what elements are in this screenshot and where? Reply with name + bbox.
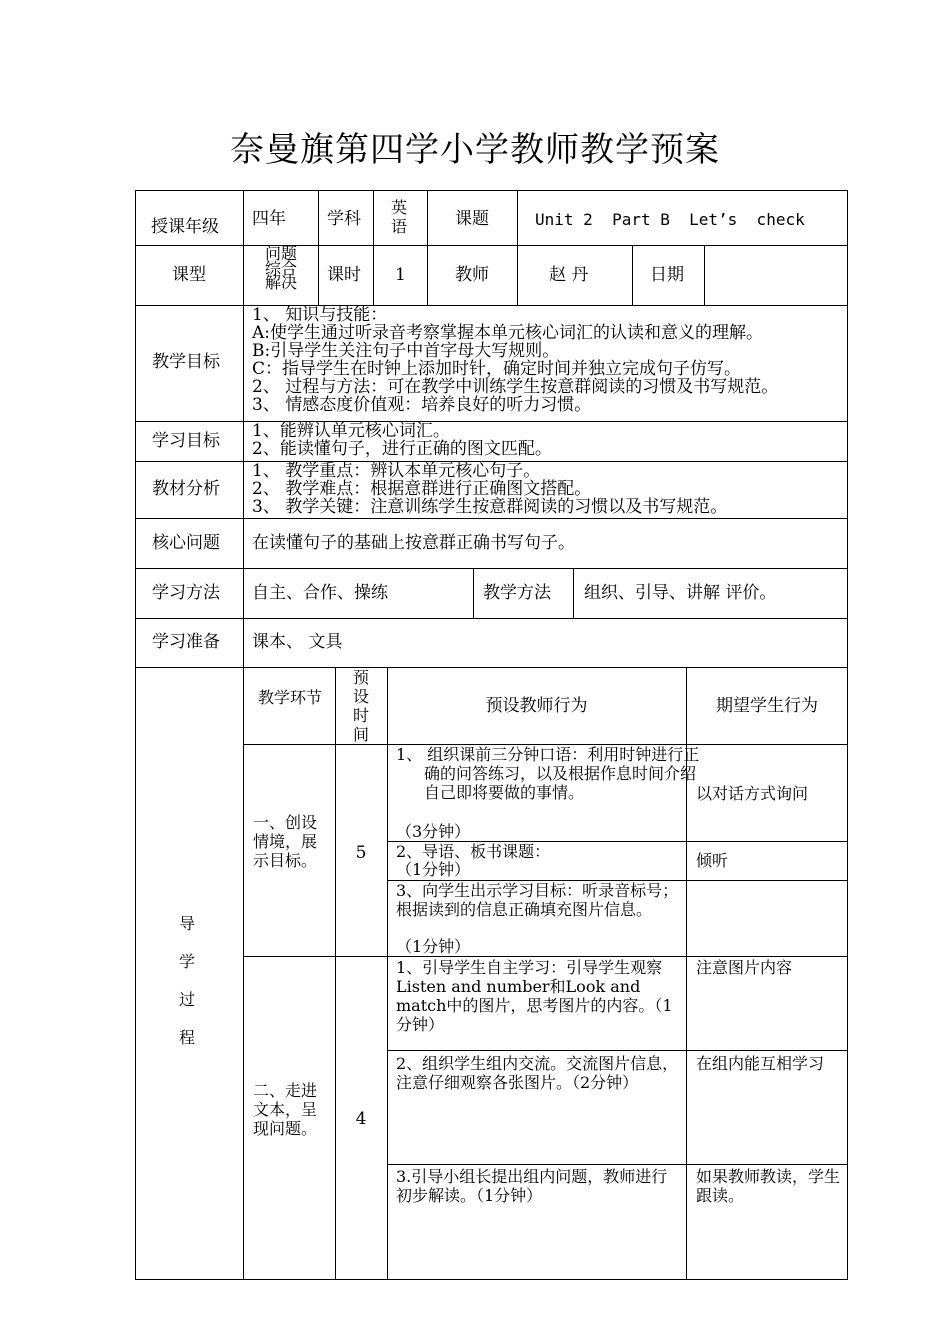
- col-divider: [704, 245, 705, 305]
- col-divider: [243, 190, 244, 1280]
- row-divider: [135, 245, 848, 246]
- core-label: 核心问题: [152, 533, 220, 553]
- teach-methods-text: 组织、引导、讲解 评价。: [584, 583, 777, 603]
- col-divider: [387, 667, 388, 1280]
- goals-label: 教学目标: [152, 352, 220, 372]
- topic-value: Unit 2 Part B Let’s check: [535, 210, 805, 229]
- goals-line: C：指导学生在时钟上添加时针，确定时间并独立完成句子仿写。: [252, 359, 742, 379]
- date-label: 日期: [650, 265, 684, 285]
- prep-label: 学习准备: [152, 632, 220, 652]
- type-label: 课型: [172, 265, 206, 285]
- topic-label: 课题: [455, 209, 489, 229]
- row-divider: [387, 1164, 848, 1165]
- core-text: 在读懂句子的基础上按意群正确书写句子。: [252, 533, 575, 553]
- teacher-header: 预设教师行为: [485, 696, 588, 716]
- grade-label: 授课年级: [151, 217, 219, 237]
- teacher-step: 2、导语、板书课题：: [396, 842, 551, 861]
- col-divider: [517, 190, 518, 305]
- goals-line: A:使学生通过听录音考察掌握本单元核心词汇的认读和意义的理解。: [252, 323, 764, 343]
- stage-header: 教学环节: [257, 688, 322, 707]
- stage-name: 二、走进文本，呈现问题。: [253, 1081, 318, 1138]
- col-divider: [318, 190, 319, 305]
- row-divider: [135, 518, 848, 519]
- analysis-line: 3、 教学关键：注意训练学生按意群阅读的习惯以及书写规范。: [252, 497, 728, 517]
- col-divider: [473, 568, 474, 618]
- student-step: 在组内能互相学习: [696, 1054, 825, 1073]
- prep-text: 课本、 文具: [252, 632, 343, 652]
- hours-value: 1: [395, 265, 406, 285]
- row-divider: [135, 568, 848, 569]
- teacher-step: 3.引导小组长提出组内问题，教师进行初步解读。（1分钟）: [396, 1167, 668, 1205]
- hours-label: 课时: [327, 265, 361, 285]
- stage-time: 5: [355, 843, 367, 863]
- student-step: 以对话方式询问: [696, 784, 809, 803]
- row-divider: [135, 618, 848, 619]
- study-goals-line: 2、能读懂句子，进行正确的图文匹配。: [252, 439, 552, 459]
- teacher-step: 2、组织学生组内交流。交流图片信息，注意仔细观察各张图片。（2分钟）: [396, 1054, 679, 1092]
- subject-label: 学科: [327, 209, 361, 229]
- goals-line: 2、 过程与方法：可在教学中训练学生按意群阅读的习惯及书写规范。: [252, 377, 779, 397]
- teach-methods-label: 教学方法: [483, 583, 551, 603]
- analysis-list: [252, 462, 727, 516]
- col-divider: [427, 190, 428, 305]
- grade-value: 四年: [252, 209, 286, 229]
- student-step: 如果教师教读，学生跟读。: [696, 1167, 841, 1205]
- stage-name: 一、创设情境，展示目标。: [253, 813, 318, 870]
- analysis-line: 2、 教学难点：根据意群进行正确图文搭配。: [252, 479, 592, 499]
- goals-list: [252, 306, 778, 414]
- time-header: 预设时间: [352, 668, 369, 744]
- goals-line: 3、 情感态度价值观：培养良好的听力习惯。: [252, 395, 592, 415]
- student-step: 注意图片内容: [696, 958, 793, 977]
- goals-line: 1、 知识与技能：: [252, 305, 388, 325]
- teacher-label: 教师: [455, 265, 489, 285]
- teacher-step: 3、向学生出示学习目标：听录音标号；根据读到的信息正确填充图片信息。: [396, 881, 679, 919]
- teacher-step: 1、引导学生自主学习：引导学生观察Listen and number和Look and match中的图片，思考图片的内容。（1分钟）: [396, 958, 673, 1034]
- teacher-step-time: （3分钟）: [396, 822, 471, 841]
- study-goals-label: 学习目标: [152, 431, 220, 451]
- teacher-step: 1、 组织课前三分钟口语：利用时钟进行正确的问答练习，以及根据作息时间介绍自己即将要做的事情。: [396, 745, 700, 802]
- analysis-label: 教材分析: [152, 479, 220, 499]
- analysis-line: 1、 教学重点：辨认本单元核心句子。: [252, 461, 541, 481]
- col-divider: [335, 667, 336, 1280]
- process-label: 导学过程: [178, 914, 195, 1047]
- col-divider: [573, 568, 574, 618]
- student-header: 期望学生行为: [716, 696, 818, 716]
- study-goals-list: [252, 422, 552, 458]
- row-divider: [135, 667, 848, 668]
- student-step: 倾听: [696, 851, 729, 870]
- row-divider: [243, 956, 848, 957]
- col-divider: [632, 245, 633, 305]
- teacher-step-time: （1分钟）: [396, 860, 471, 879]
- methods-text: 自主、合作、操练: [252, 583, 388, 603]
- teacher-value: 赵 丹: [549, 265, 589, 285]
- stage-time: 4: [355, 1109, 367, 1129]
- subject-value: 英语: [391, 198, 408, 236]
- col-divider: [373, 190, 374, 305]
- page-title: 奈曼旗第四学小学教师教学预案: [230, 130, 720, 170]
- row-divider: [387, 1050, 848, 1051]
- teacher-step-time: （1分钟）: [396, 937, 471, 956]
- study-goals-line: 1、能辨认单元核心词汇。: [252, 421, 450, 441]
- methods-label: 学习方法: [152, 583, 220, 603]
- goals-line: B:引导学生关注句子中首字母大写规则。: [252, 341, 560, 361]
- type-value: 问题综合解决: [264, 244, 297, 292]
